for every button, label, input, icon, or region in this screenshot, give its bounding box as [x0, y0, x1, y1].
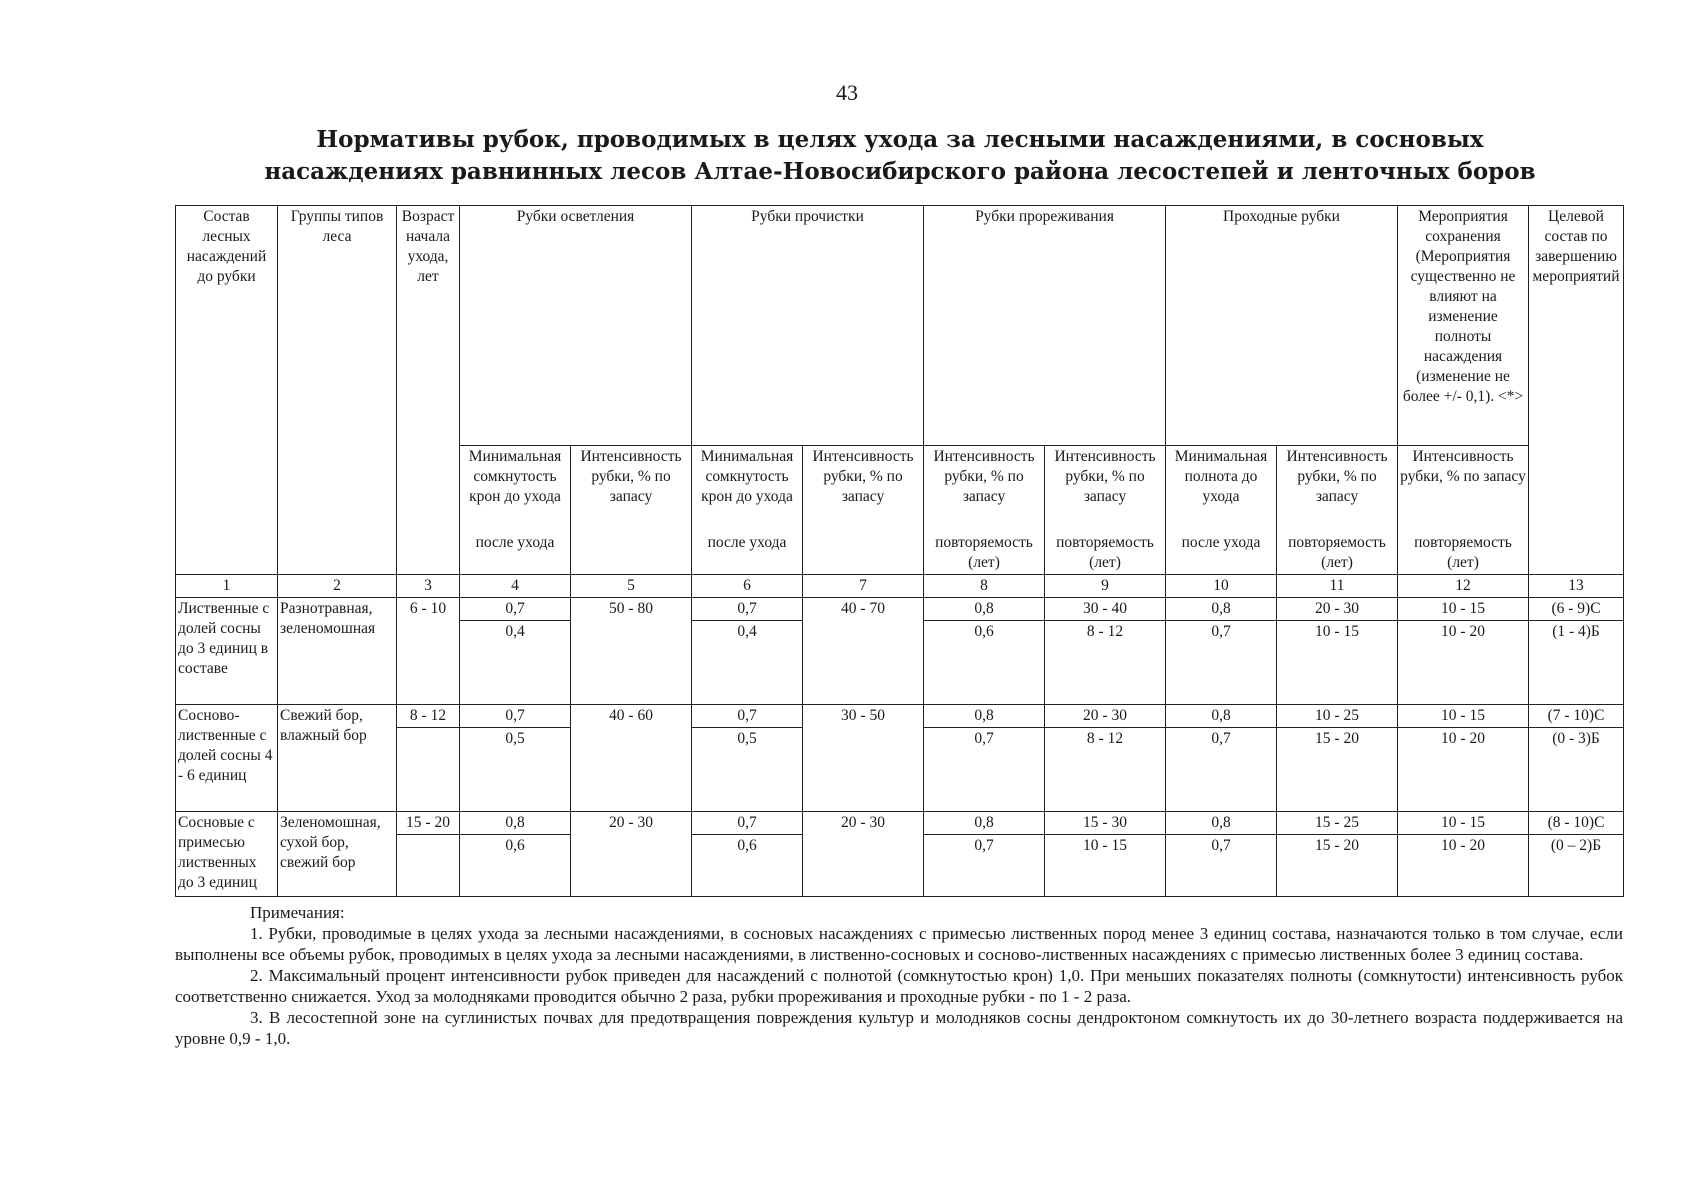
value-cell: 0,8 — [924, 597, 1045, 620]
value-cell: 30 - 50 — [803, 704, 924, 811]
subheader-after-care: после ухода — [1166, 532, 1277, 575]
subheader-intensity: Интенсивность рубки, % по запасу — [924, 446, 1045, 532]
column-number: 1 — [176, 574, 278, 597]
value-cell: 0,7 — [1166, 727, 1277, 811]
value-cell: 20 - 30 — [1277, 597, 1398, 620]
value-cell: 10 - 25 — [1277, 704, 1398, 727]
subheader-intensity: Интенсивность рубки, % по запасу — [1045, 446, 1166, 532]
norms-table — [175, 205, 1624, 897]
value-cell: 0,7 — [692, 704, 803, 727]
forest-type-cell: Разнотравная, зеленомошная — [278, 597, 397, 704]
value-cell: 10 - 15 — [1398, 704, 1529, 727]
value-cell: 40 - 60 — [571, 704, 692, 811]
value-cell: 20 - 30 — [803, 811, 924, 896]
header-row-1 — [176, 206, 1624, 446]
subheader-repeat-years: повторяемость (лет) — [924, 532, 1045, 575]
value-cell: 0,6 — [692, 834, 803, 896]
value-cell: 0,7 — [1166, 834, 1277, 896]
header-start-age: Возраст начала ухода, лет — [397, 206, 460, 575]
header-target: Целевой состав по завершению мероприятий — [1529, 206, 1624, 575]
table-row — [176, 704, 1624, 727]
subheader-min-crown-density: Минимальная сомкнутость крон до ухода — [460, 446, 571, 532]
value-cell: 0,7 — [460, 597, 571, 620]
composition-cell: Сосново-лиственные с долей сосны 4 - 6 единиц — [176, 704, 278, 811]
table-row — [176, 597, 1624, 620]
empty-cell — [397, 727, 460, 811]
empty-cell — [397, 834, 460, 896]
target-cell: (0 - 3)Б — [1529, 727, 1624, 811]
column-number: 6 — [692, 574, 803, 597]
value-cell: 0,8 — [1166, 704, 1277, 727]
subheader-intensity: Интенсивность рубки, % по запасу — [803, 446, 924, 575]
value-cell: 10 - 15 — [1277, 620, 1398, 704]
document-title: Нормативы рубок, проводимых в целях ухода за лесными насаждениями, в сосновых насаждениях равнинных лесов Алтае-Новосибирского района лесостепей и ленточных боров — [264, 126, 1536, 185]
header-clarification: Рубки осветления — [460, 206, 692, 446]
value-cell: 15 - 25 — [1277, 811, 1398, 834]
header-forest-types: Группы типов леса — [278, 206, 397, 575]
column-number: 12 — [1398, 574, 1529, 597]
subheader-min-density: Минимальная полнота до ухода — [1166, 446, 1277, 532]
value-cell: 8 - 12 — [1045, 620, 1166, 704]
column-number: 9 — [1045, 574, 1166, 597]
value-cell: 30 - 40 — [1045, 597, 1166, 620]
value-cell: 0,7 — [692, 811, 803, 834]
value-cell: 10 - 15 — [1045, 834, 1166, 896]
notes-section — [175, 902, 1623, 1049]
notes-heading: Примечания: — [250, 903, 345, 922]
forest-type-cell: Зеленомошная, сухой бор, свежий бор — [278, 811, 397, 896]
value-cell: 0,7 — [924, 834, 1045, 896]
header-composition: Состав лесных насаждений до рубки — [176, 206, 278, 575]
subheader-intensity: Интенсивность рубки, % по запасу — [1398, 446, 1529, 532]
column-number: 8 — [924, 574, 1045, 597]
value-cell: 10 - 15 — [1398, 811, 1529, 834]
value-cell: 8 - 12 — [1045, 727, 1166, 811]
target-cell: (8 - 10)С — [1529, 811, 1624, 834]
header-passage: Проходные рубки — [1166, 206, 1398, 446]
header-preservation: Мероприятия сохранения (Мероприятия существенно не влияют на изменение полноты насаждения (изменение не более +/- 0,1). <*> — [1398, 206, 1529, 446]
age-cell: 15 - 20 — [397, 811, 460, 834]
subheader-repeat-years: повторяемость (лет) — [1398, 532, 1529, 575]
value-cell: 10 - 20 — [1398, 834, 1529, 896]
column-number: 3 — [397, 574, 460, 597]
column-number: 4 — [460, 574, 571, 597]
age-cell: 8 - 12 — [397, 704, 460, 727]
subheader-intensity: Интенсивность рубки, % по запасу — [571, 446, 692, 575]
target-cell: (1 - 4)Б — [1529, 620, 1624, 704]
header-thinning: Рубки прореживания — [924, 206, 1166, 446]
subheader-intensity: Интенсивность рубки, % по запасу — [1277, 446, 1398, 532]
page-number: 43 — [836, 80, 858, 105]
value-cell: 50 - 80 — [571, 597, 692, 704]
target-cell: (0 – 2)Б — [1529, 834, 1624, 896]
value-cell: 0,6 — [460, 834, 571, 896]
value-cell: 0,8 — [924, 811, 1045, 834]
value-cell: 20 - 30 — [571, 811, 692, 896]
value-cell: 15 - 20 — [1277, 834, 1398, 896]
value-cell: 0,5 — [692, 727, 803, 811]
subheader-repeat-years: повторяемость (лет) — [1045, 532, 1166, 575]
value-cell: 10 - 20 — [1398, 620, 1529, 704]
value-cell: 0,8 — [1166, 811, 1277, 834]
column-number: 11 — [1277, 574, 1398, 597]
subheader-repeat-years: повторяемость (лет) — [1277, 532, 1398, 575]
composition-cell: Лиственные с долей сосны до 3 единиц в составе — [176, 597, 278, 704]
target-cell: (6 - 9)С — [1529, 597, 1624, 620]
value-cell: 0,7 — [692, 597, 803, 620]
value-cell: 15 - 30 — [1045, 811, 1166, 834]
value-cell: 0,8 — [1166, 597, 1277, 620]
subheader-after-care: после ухода — [460, 532, 571, 575]
value-cell: 20 - 30 — [1045, 704, 1166, 727]
note-item: 1. Рубки, проводимые в целях ухода за лесными насаждениями, в сосновых насаждениях с примесью лиственных пород менее 3 единиц состава, назначаются только в том случае, если выполнены все объемы рубок, проводимых в целях ухода за лесными насаждениями, в лиственно-сосновых и сосново-лиственных насаждениях с примесью лиственных более 3 единиц состава. — [175, 924, 1623, 964]
column-number: 2 — [278, 574, 397, 597]
column-number: 5 — [571, 574, 692, 597]
note-item: 2. Максимальный процент интенсивности рубок приведен для насаждений с полнотой (сомкнутостью крон) 1,0. При меньших показателях полноты (сомкнутости) интенсивность рубок соответственно снижается. Уход за молодняками проводится обычно 2 раза, рубки прореживания и проходные рубки - по 1 - 2 раза. — [175, 966, 1623, 1006]
value-cell: 0,7 — [460, 704, 571, 727]
value-cell: 0,8 — [460, 811, 571, 834]
note-item: 3. В лесостепной зоне на суглинистых почвах для предотвращения повреждения культур и молодняков сосны дендроктоном сомкнутость их до 30-летнего возраста поддерживается на уровне 0,9 - 1,0. — [175, 1008, 1623, 1048]
column-number-row — [176, 574, 1624, 597]
value-cell: 0,7 — [924, 727, 1045, 811]
value-cell: 10 - 20 — [1398, 727, 1529, 811]
forest-type-cell: Свежий бор, влажный бор — [278, 704, 397, 811]
value-cell: 10 - 15 — [1398, 597, 1529, 620]
value-cell: 0,8 — [924, 704, 1045, 727]
column-number: 13 — [1529, 574, 1624, 597]
table-row — [176, 811, 1624, 834]
value-cell: 0,6 — [924, 620, 1045, 704]
target-cell: (7 - 10)С — [1529, 704, 1624, 727]
subheader-min-crown-density: Минимальная сомкнутость крон до ухода — [692, 446, 803, 532]
value-cell: 40 - 70 — [803, 597, 924, 704]
subheader-after-care: после ухода — [692, 532, 803, 575]
column-number: 10 — [1166, 574, 1277, 597]
value-cell: 0,4 — [460, 620, 571, 704]
value-cell: 0,4 — [692, 620, 803, 704]
value-cell: 0,5 — [460, 727, 571, 811]
column-number: 7 — [803, 574, 924, 597]
age-cell: 6 - 10 — [397, 597, 460, 704]
composition-cell: Сосновые с примесью лиственных до 3 единиц — [176, 811, 278, 896]
header-cleaning: Рубки прочистки — [692, 206, 924, 446]
value-cell: 15 - 20 — [1277, 727, 1398, 811]
value-cell: 0,7 — [1166, 620, 1277, 704]
